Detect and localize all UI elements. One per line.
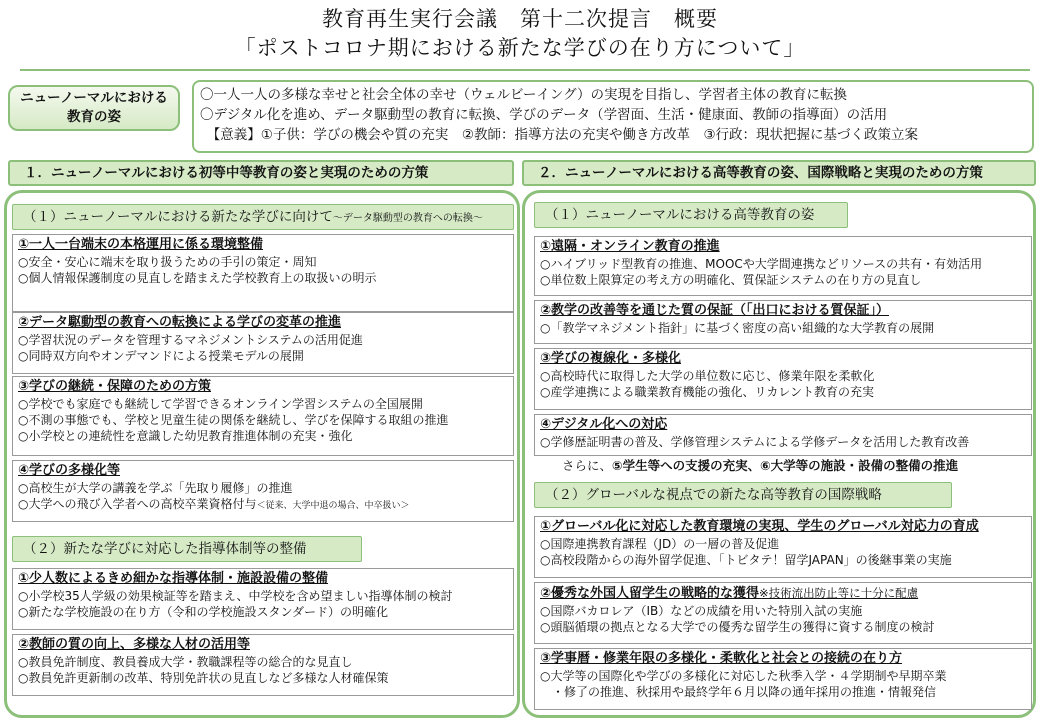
card-item: ○小学校との連続性を意識した幼児教育推進体制の充実・強化: [18, 429, 353, 443]
card-item: ○学習状況のデータを管理するマネジメントシステムの活用促進: [18, 333, 363, 347]
right-card-6: [534, 582, 1032, 644]
right-extra-prefix: さらに、: [562, 458, 613, 473]
card-item: ○高校段階からの海外留学促進、「トビタテ！留学JAPAN」の後継事業の実施: [540, 553, 952, 567]
newnormal-label-line2: 教育の姿: [67, 109, 121, 125]
card-title-text: ②優秀な外国人留学生の戦略的な獲得: [540, 586, 760, 601]
left-card-5: [12, 568, 514, 630]
right-card-4: [534, 414, 1032, 456]
card-title: ①一人一台端末の本格運用に係る環境整備: [18, 237, 264, 252]
card-title: ④学びの多様化等: [18, 463, 121, 478]
left-subsection-2-title: （２）新たな学びに対応した指導体制等の整備: [12, 536, 362, 562]
card-item: ○同時双方向やオンデマンドによる授業モデルの展開: [18, 349, 304, 363]
right-card-3: [534, 348, 1032, 410]
page-subtitle: 「ポストコロナ期における新たな学びの在り方について」: [234, 36, 806, 60]
card-title: ③学事暦・修業年限の多様化・柔軟化と社会との接続の在り方: [540, 651, 903, 666]
card-item-note: ＜従来、大学中退の場合、中卒扱い＞: [256, 501, 410, 511]
card-item: ○学校でも家庭でも継続して学習できるオンライン学習システムの全国展開: [18, 397, 423, 411]
card-item: ○高校時代に取得した大学の単位数に応じ、修業年限を柔軟化: [540, 369, 875, 383]
card-item: [18, 496, 508, 514]
card-item: ○国際連携教育課程（JD）の一層の普及促進: [540, 537, 780, 551]
right-subsection-2-title: （２）グローバルな視点での新たな高等教育の国際戦略: [534, 482, 952, 508]
newnormal-line: 〇一人一人の多様な幸せと社会全体の幸せ（ウェルビーイング）の実現を目指し、学習者主体の教育に転換: [200, 87, 848, 103]
right-section-title: ２．ニューノーマルにおける高等教育の姿、国際戦略と実現のための方策: [522, 160, 1036, 186]
card-title: ③学びの複線化・多様化: [540, 351, 682, 366]
card-title: ②教師の質の向上、多様な人材の活用等: [18, 637, 251, 652]
card-item: ○大学等の国際化や学びの多様化に対応した秋季入学・４学期制や早期卒業: [540, 669, 947, 683]
right-extra-note: [562, 458, 1030, 474]
right-card-2: [534, 300, 1032, 344]
card-title: ①少人数によるきめ細かな指導体制・施設設備の整備: [18, 571, 329, 586]
card-item: ○頭脳循環の拠点となる大学での優秀な留学生の獲得に資する制度の検討: [540, 620, 935, 634]
page-title: 教育再生実行会議 第十二次提言 概要: [322, 7, 718, 31]
card-title: [540, 584, 1026, 603]
newnormal-line: 【意義】①子供：学びの機会や質の充実 ②教師：指導方法の充実や働き方改革 ③行政：現状把握に基づく政策立案: [200, 127, 919, 143]
card-title-note: ※技術流出防止等に十分に配慮: [759, 586, 919, 600]
newnormal-line: 〇デジタル化を進め、データ駆動型の教育に転換、学びのデータ（学習面、生活・健康面、教師の指導面）の活用: [200, 107, 888, 123]
card-item: ○新たな学校施設の在り方（令和の学校施設スタンダード）の明確化: [18, 605, 388, 619]
card-title: ③学びの継続・保障のための方策: [18, 379, 212, 394]
card-title: ②教学の改善等を通じた質の保証（「出口における質保証」）: [540, 303, 890, 318]
card-item: ○教員免許更新制の改革、特別免許状の見直しなど多様な人材確保策: [18, 671, 389, 685]
left-card-1: [12, 234, 514, 312]
card-item: ○産学連携による職業教育機能の強化、リカレント教育の充実: [540, 385, 875, 399]
right-subsection-1-title: （１）ニューノーマルにおける高等教育の姿: [534, 202, 848, 228]
card-item: ○ハイブリッド型教育の推進、MOOCや大学間連携などリソースの共有・有効活用: [540, 257, 983, 271]
card-item: ○学修歴証明書の普及、学修管理システムによる学修データを活用した教育改善: [540, 435, 970, 449]
newnormal-label: [8, 85, 180, 131]
newnormal-description: [192, 80, 1034, 153]
card-title: ①グローバル化に対応した教育環境の実現、学生のグローバル対応力の育成: [540, 519, 979, 534]
card-title: ④デジタル化への対応: [540, 417, 668, 432]
card-item: ○「教学マネジメント指針」に基づく密度の高い組織的な大学教育の展開: [540, 321, 935, 335]
left-subsection-1-title: [12, 204, 514, 230]
card-item: ○高校生が大学の講義を学ぶ「先取り履修」の推進: [18, 481, 293, 495]
left-card-3: [12, 376, 514, 456]
card-item: ○教員免許制度、教員養成大学・教職課程等の総合的な見直し: [18, 655, 353, 669]
left-card-6: [12, 634, 514, 696]
card-item: ○不測の事態でも、学校と児童生徒の関係を継続し、学びを保障する取組の推進: [18, 413, 449, 427]
card-item: ○個人情報保護制度の見直しを踏まえた学校教育上の取扱いの明示: [18, 271, 377, 285]
left-card-2: [12, 312, 514, 374]
right-extra-bold: ⑤学生等への支援の充実、⑥大学等の施設・設備の整備の推進: [612, 458, 959, 473]
card-item: ○小学校35人学級の効果検証等を踏まえ、中学校を含め望ましい指導体制の検討: [18, 589, 453, 603]
card-title: ②データ駆動型の教育への転換による学びの変革の推進: [18, 315, 342, 330]
card-item: ○国際バカロレア（IB）などの成績を用いた特別入試の実施: [540, 604, 863, 618]
right-card-7: [534, 648, 1032, 710]
header-divider: [20, 69, 1030, 71]
card-item: ・修了の推進、秋採用や最終学年６月以降の通年採用の推進・情報発信: [540, 685, 937, 699]
right-card-1: [534, 236, 1032, 296]
right-card-5: [534, 516, 1032, 578]
left-subsection-1-title-text: （１）ニューノーマルにおける新たな学びに向けて: [23, 209, 333, 225]
card-item: ○単位数上限算定の考え方の明確化、質保証システムの在り方の見直し: [540, 273, 922, 287]
card-item: ○安全・安心に端末を取り扱うための手引の策定・周知: [18, 255, 317, 269]
card-item-text: ○大学への飛び入学者への高校卒業資格付与: [18, 497, 257, 511]
newnormal-label-line1: ニューノーマルにおける: [20, 90, 168, 106]
left-card-4: [12, 460, 514, 522]
left-subsection-1-title-small: ～データ駆動型の教育への転換～: [332, 213, 483, 224]
left-section-title: １．ニューノーマルにおける初等中等教育の姿と実現のための方策: [8, 160, 514, 186]
card-title: ①遠隔・オンライン教育の推進: [540, 239, 720, 254]
